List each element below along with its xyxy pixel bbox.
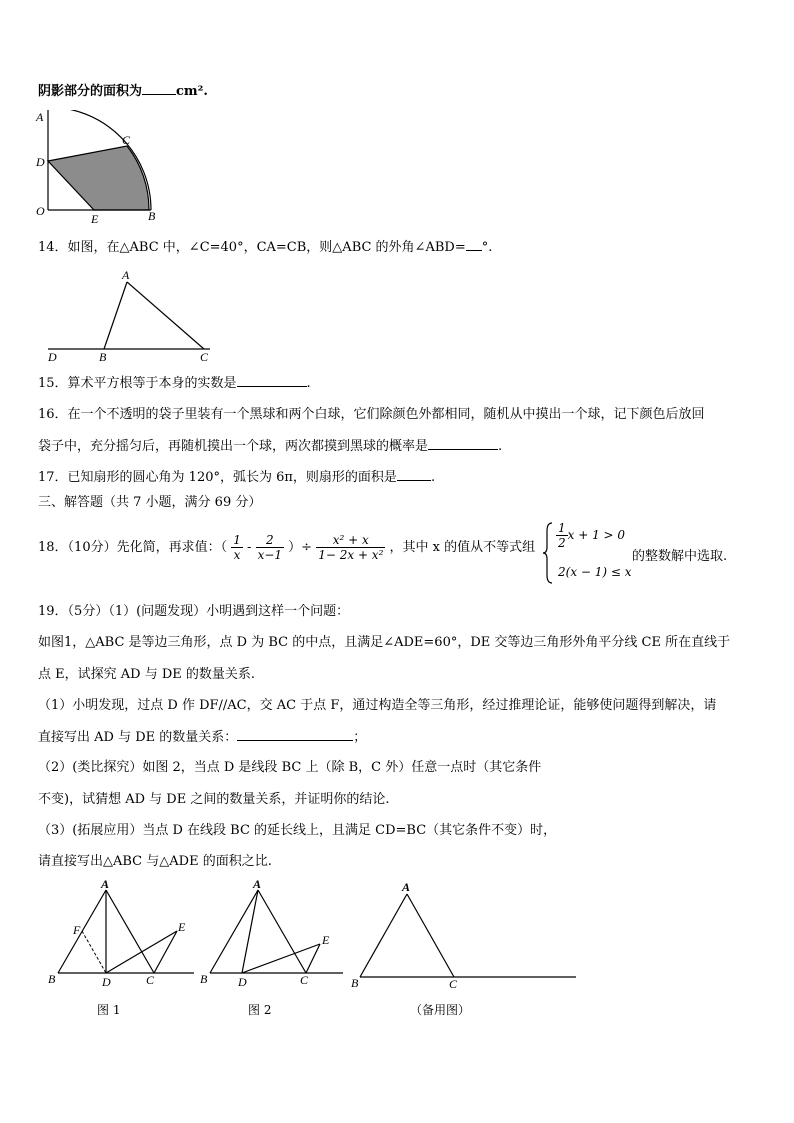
fig2-ab: [210, 890, 258, 973]
q19-line1: 19．（5分）（1）(问题发现）小明遇到这样一个问题：: [38, 604, 350, 619]
fig3-ab: [360, 894, 407, 977]
q13-unit: cm².: [176, 84, 208, 99]
q19-line2: 如图1，△ABC 是等边三角形，点 D 为 BC 的中点，且满足∠ADE=60°，DE 交等边三角形外角平分线 CE 所在直线于: [38, 635, 731, 650]
q14-end: °.: [481, 240, 493, 255]
fig2-ac: [258, 890, 306, 973]
q18-brace: [542, 521, 554, 585]
fig2-caption: 图 2: [248, 1003, 272, 1017]
q17-text: 17．已知扇形的圆心角为 120°，弧长为 6π，则扇形的面积是: [38, 470, 397, 485]
figure-19-3: [348, 876, 583, 991]
q14: [38, 238, 492, 257]
q18-prefix: 18．（10分）先化简，再求值：（: [38, 540, 228, 555]
fig13-label-a: A: [36, 110, 44, 124]
fig1-label-c: C: [146, 973, 155, 987]
fig13-label-b: B: [148, 209, 156, 223]
q19-line6: （2）(类比探究）如图 2，当点 D 是线段 BC 上（除 B，C 外）任意一点时（其它条件: [38, 760, 542, 775]
q19-line4: （1）小明发现，过点 D 作 DF//AC，交 AC 于点 F，通过构造全等三角形，经过推理论证，能够使问题得到解决，请: [38, 698, 717, 713]
fig2-label-c: C: [300, 973, 309, 987]
q18: [38, 531, 535, 565]
fig1-ac: [106, 890, 154, 973]
q13-text: 阴影部分的面积为: [38, 84, 143, 99]
q18-ineq1-rest: x + 1 > 0: [567, 528, 626, 542]
section3-title: 三、解答题（共 7 小题，满分 69 分）: [38, 495, 262, 510]
q17-answer-blank[interactable]: [397, 468, 431, 481]
fig2-label-b: B: [200, 972, 208, 986]
q18-inequality-1: [556, 521, 625, 550]
fig13-label-c: C: [122, 133, 131, 147]
q18-fraction-3: $\frac{\text{x² + x}}{\text{1− 2x + x²}}$: [318, 533, 384, 562]
fig1-label-f: F: [73, 923, 81, 937]
fig1-de: [106, 931, 177, 973]
q13-answer-blank[interactable]: [142, 82, 176, 95]
q15: [38, 374, 311, 393]
figure-19-2: [198, 876, 348, 991]
fig2-label-e: E: [322, 933, 330, 947]
q17-end: .: [430, 470, 436, 485]
fig14-label-a: A: [122, 268, 130, 282]
q17: [38, 468, 435, 487]
q15-text: 15．算术平方根等于本身的实数是: [38, 376, 237, 391]
fig14-ab: [104, 282, 127, 349]
q18-suffix: 的整数解中选取.: [632, 549, 728, 564]
q18-minus: -: [247, 540, 252, 555]
fig2-ad: [242, 890, 258, 973]
q18-inequality-2: 2(x − 1) ≤ x: [558, 565, 632, 579]
fig3-label-a: A: [402, 880, 411, 894]
fig14-label-c: C: [200, 350, 209, 364]
fig13-label-d: D: [36, 155, 45, 169]
fig3-ac: [407, 894, 454, 977]
fig3-label-c: C: [449, 977, 458, 991]
q16-text: 袋子中，充分摇匀后，再随机摸出一个球，两次都摸到黑球的概率是: [38, 439, 429, 454]
fig14-label-b: B: [99, 350, 107, 364]
q19-line5: [38, 728, 366, 747]
figure-14: [44, 268, 214, 364]
fig13-shaded-region: [48, 146, 149, 210]
q15-answer-blank[interactable]: [237, 374, 307, 387]
q18-close-div: ）÷: [288, 540, 313, 555]
fig1-df: [82, 931, 106, 973]
q18-fraction-1: $\frac{1}{x}$: [233, 533, 241, 562]
fig13-label-o: O: [36, 204, 45, 218]
q19-line3: 点 E，试探究 AD 与 DE 的数量关系.: [38, 667, 256, 682]
fig1-label-a: A: [101, 877, 110, 891]
figure-13: [34, 110, 164, 225]
q16-end: .: [498, 439, 503, 454]
fig2-label-d: D: [238, 975, 247, 989]
q14-text: 14．如图，在△ABC 中，∠C=40°，CA=CB，则△ABC 的外角∠ABD=: [38, 240, 466, 255]
fig3-label-b: B: [351, 976, 359, 990]
q18-middle: ，其中 x 的值从不等式组: [389, 540, 536, 555]
q19-line5-end: ；: [353, 730, 367, 745]
q19-line9: 请直接写出△ABC 与△ADE 的面积之比.: [38, 854, 272, 869]
fig14-ac: [127, 282, 204, 349]
q19-line5-text: 直接写出 AD 与 DE 的数量关系：: [38, 730, 238, 745]
fig14-label-d: D: [48, 350, 57, 364]
q19-answer-blank[interactable]: [237, 728, 353, 741]
q15-end: .: [306, 376, 311, 391]
q19-line8: （3）(拓展应用）当点 D 在线段 BC 的延长线上，且满足 CD=BC（其它条件不变）时，: [38, 823, 557, 838]
q14-answer-blank[interactable]: [466, 238, 482, 251]
fig1-label-d: D: [102, 975, 111, 989]
q16-line2: [38, 437, 502, 456]
fig1-label-b: B: [48, 972, 56, 986]
q18-ineq1-coef: $\frac{1}{2}$: [558, 521, 566, 550]
fig13-label-e: E: [91, 212, 99, 225]
q16-answer-blank[interactable]: [428, 437, 498, 450]
fig3-caption: （备用图）: [410, 1003, 471, 1017]
q18-fraction-2: $\frac{2}{x-1}$: [257, 533, 283, 562]
fig2-label-a: A: [253, 877, 262, 891]
figure-19-1: [44, 876, 204, 991]
fig1-label-e: E: [178, 920, 186, 934]
q16-line1: 16．在一个不透明的袋子里装有一个黑球和两个白球，它们除颜色外都相同，随机从中摸出一个球，记下颜色后放回: [38, 407, 705, 422]
fig1-caption: 图 1: [97, 1003, 121, 1017]
q19-line7: 不变)，试猜想 AD 与 DE 之间的数量关系，并证明你的结论.: [38, 792, 390, 807]
q13-tail: [38, 82, 208, 101]
